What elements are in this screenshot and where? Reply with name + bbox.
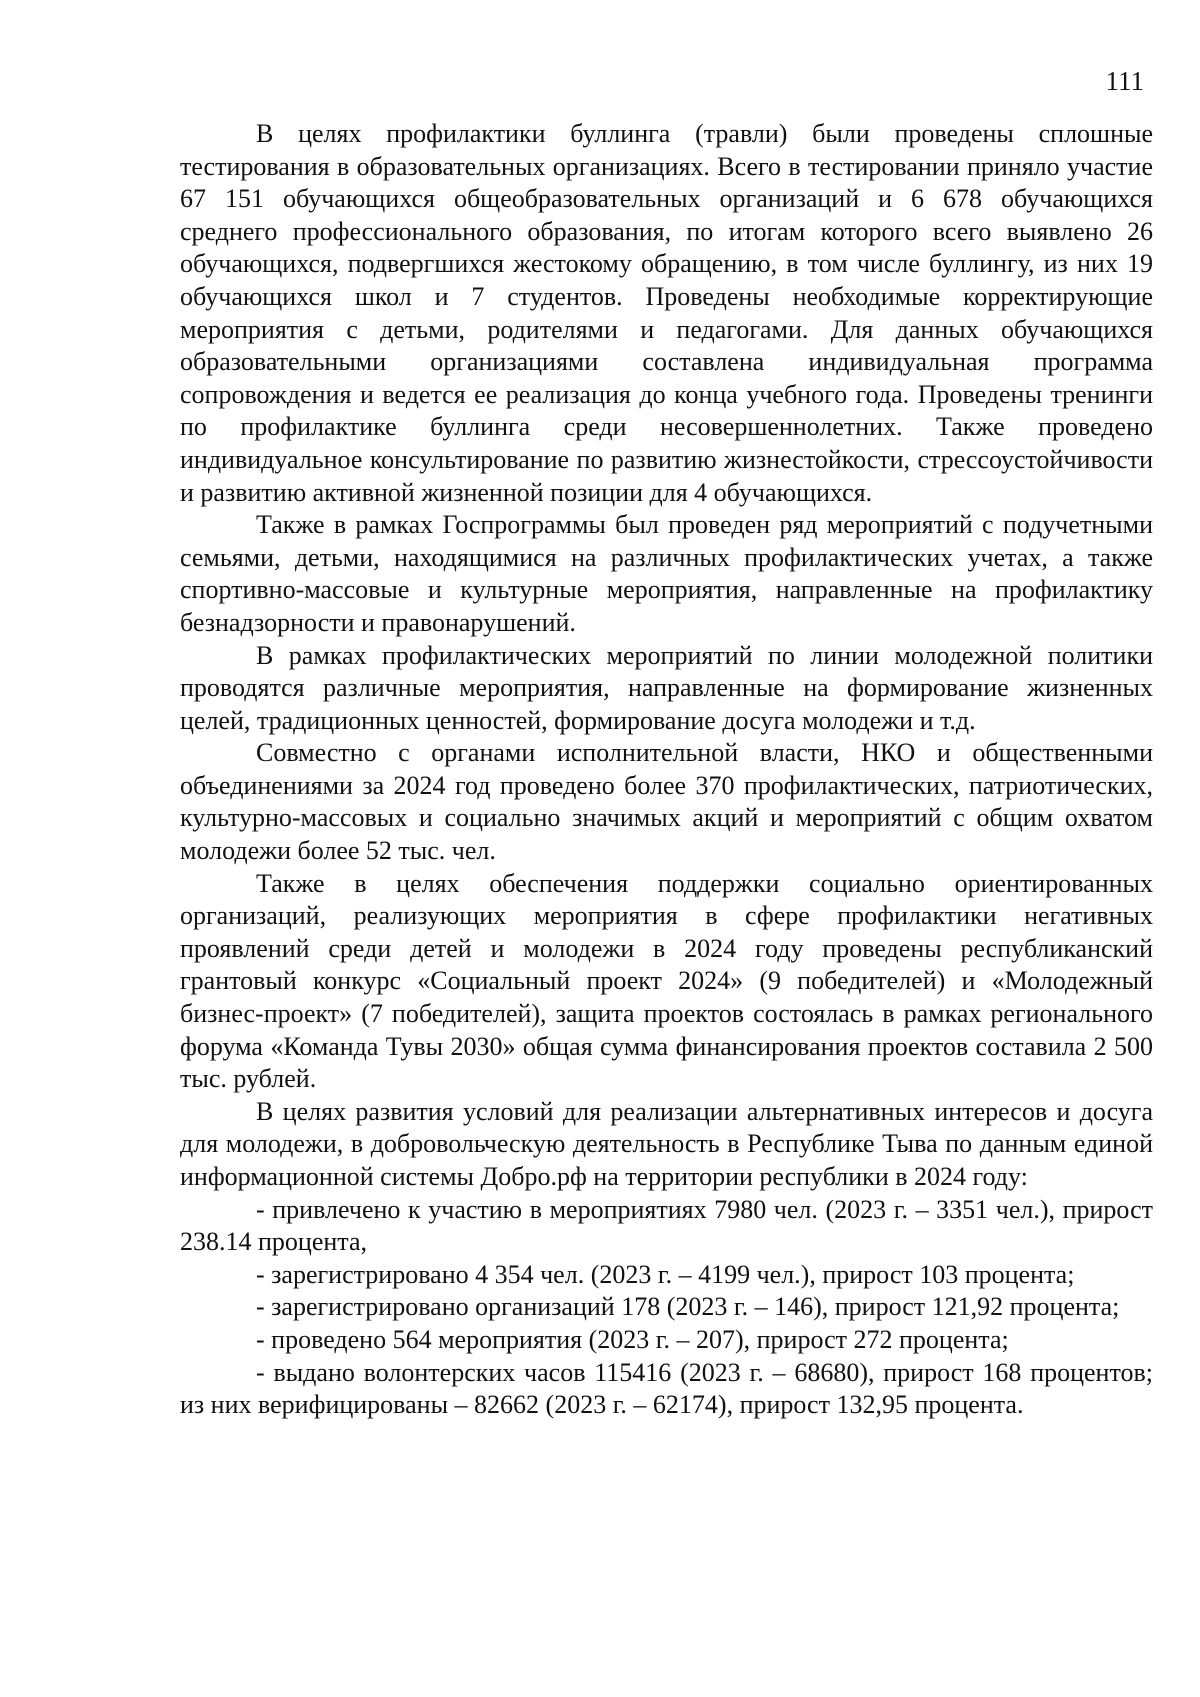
paragraph-grant-contest: Также в целях обеспечения поддержки социально ориентированных организаций, реализующих мероприятия в сфере профилактики негативных проявлений среди детей и молодежи в 2024 году проведены республиканский грантовый конкурс «Социальный проект 2024» (9 победителей) и «Молодежный бизнес-проект» (7 победителей), защита проектов состоялась в рамках регионального форума «Команда Тувы 2030» общая сумма финансирования проектов составила 2 500 тыс. рублей. bbox=[180, 868, 1153, 1094]
paragraph-state-program: Также в рамках Госпрограммы был проведен ряд мероприятий с подучетными семьями, детьми, находящимися на различных профилактических учетах, а также спортивно-массовые и культурные мероприятия, направленные на профилактику безнадзорности и правонарушений. bbox=[180, 510, 1153, 637]
paragraph-volunteering-intro: В целях развития условий для реализации альтернативных интересов и досуга для молодежи, в добровольческую деятельность в Республике Тыва по данным единой информационной системы Добро.рф на территории республики в 2024 году: bbox=[180, 1096, 1153, 1191]
list-item-registered-people: - зарегистрировано 4 354 чел. (2023 г. – 4199 чел.), прирост 103 процента; bbox=[256, 1259, 1075, 1289]
paragraph-youth-policy: В рамках профилактических мероприятий по линии молодежной политики проводятся различные мероприятия, направленные на формирование жизненных целей, традиционных ценностей, формирование досуга молодежи и т.д. bbox=[180, 640, 1153, 735]
list-item-registered-organizations: - зарегистрировано организаций 178 (2023 г. – 146), прирост 121,92 процента; bbox=[256, 1292, 1120, 1322]
document-body bbox=[180, 118, 1153, 1422]
page-number: 111 bbox=[1105, 66, 1144, 96]
list-item-events-held: - проведено 564 мероприятия (2023 г. – 207), прирост 272 процента; bbox=[256, 1324, 1009, 1354]
list-item-volunteer-hours: - выдано волонтерских часов 115416 (2023 г. – 68680), прирост 168 процентов; из них верифицированы – 82662 (2023 г. – 62174), прирост 132,95 процента. bbox=[180, 1357, 1153, 1420]
paragraph-bullying-prevention: В целях профилактики буллинга (травли) были проведены сплошные тестирования в образовательных организациях. Всего в тестировании приняло участие 67 151 обучающихся общеобразовательных организаций и 6 678 обучающихся среднего профессионального образования, по итогам которого всего выявлено 26 обучающихся, подвергшихся жестокому обращению, в том числе буллингу, из них 19 обучающихся школ и 7 студентов. Проведены необходимые корректирующие мероприятия с детьми, родителями и педагогами. Для данных обучающихся образовательными организациями составлена индивидуальная программа сопровождения и ведется ее реализация до конца учебного года. Проведены тренинги по профилактике буллинга среди несовершеннолетних. Также проведено индивидуальное консультирование по развитию жизнестойкости, стрессоустойчивости и развитию активной жизненной позиции для 4 обучающихся. bbox=[180, 119, 1153, 507]
paragraph-joint-events: Совместно с органами исполнительной власти, НКО и общественными объединениями за 2024 год проведено более 370 профилактических, патриотических, культурно-массовых и социально значимых акций и мероприятий с общим охватом молодежи более 52 тыс. чел. bbox=[180, 738, 1153, 866]
list-item-participants: - привлечено к участию в мероприятиях 7980 чел. (2023 г. – 3351 чел.), прирост 238.14 процента, bbox=[180, 1194, 1153, 1257]
